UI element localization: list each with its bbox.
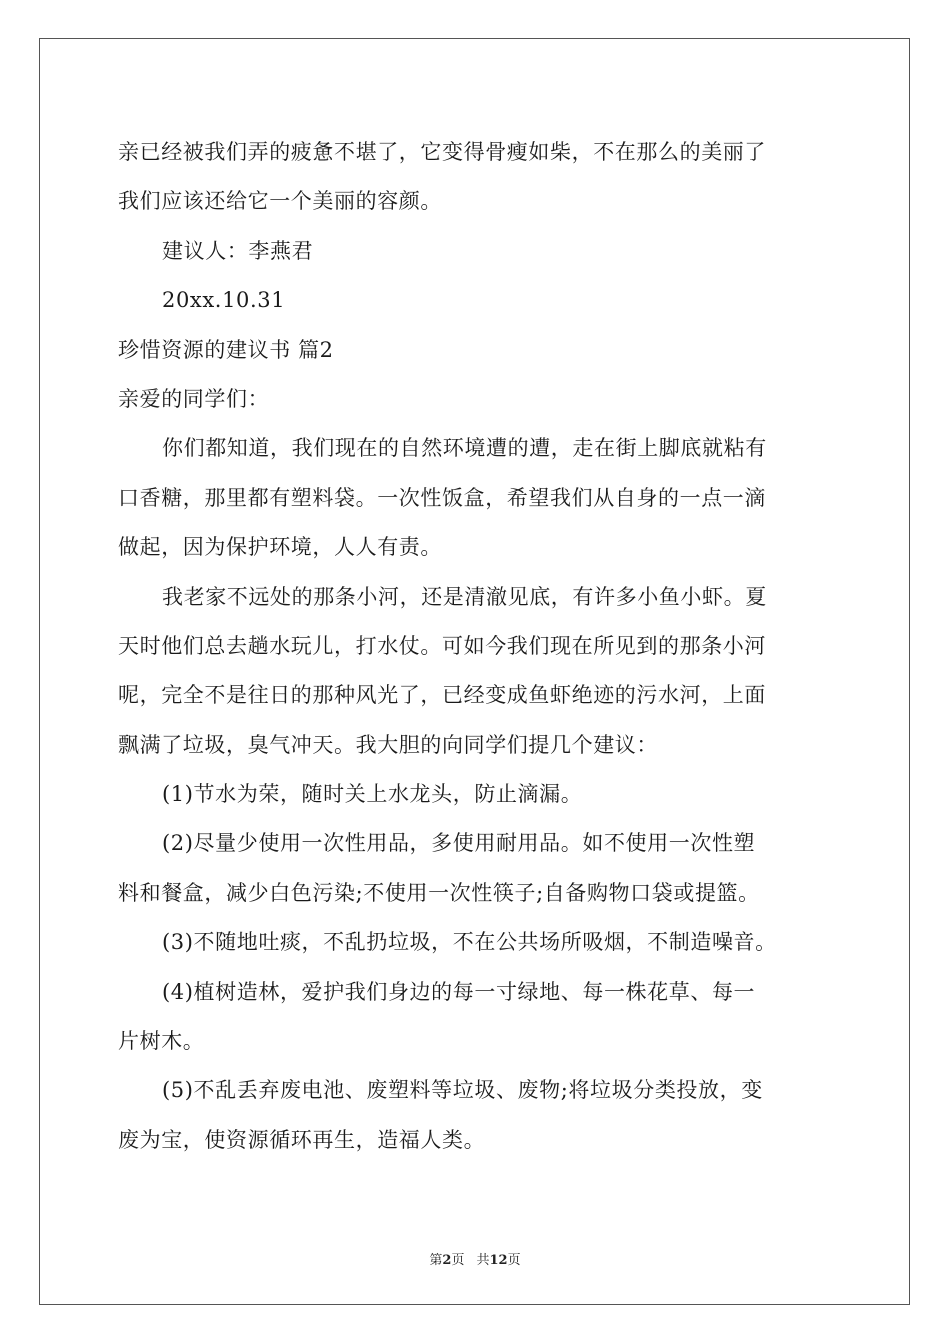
text-line: 废为宝，使资源循环再生，造福人类。 bbox=[118, 1127, 486, 1152]
page-total: 12 bbox=[489, 1253, 508, 1268]
salutation: 亲爱的同学们： bbox=[118, 386, 270, 411]
list-item: (5)不乱丢弃废电池、废塑料等垃圾、废物;将垃圾分类投放，变 bbox=[162, 1078, 763, 1103]
list-item: (2)尽量少使用一次性用品，多使用耐用品。如不使用一次性塑 bbox=[162, 831, 756, 856]
text-line: 飘满了垃圾，臭气冲天。我大胆的向同学们提几个建议： bbox=[118, 732, 658, 757]
section-title: 珍惜资源的建议书 篇2 bbox=[118, 337, 334, 362]
text-line: 呢，完全不是往日的那种风光了，已经变成鱼虾绝迹的污水河，上面 bbox=[118, 683, 766, 708]
list-item: (1)节水为荣，随时关上水龙头，防止滴漏。 bbox=[162, 782, 583, 807]
text-line: 亲已经被我们弄的疲惫不堪了，它变得骨瘦如柴，不在那么的美丽了 bbox=[118, 140, 766, 164]
page-footer bbox=[0, 1249, 950, 1268]
text-line: 我们应该还给它一个美丽的容颜。 bbox=[118, 189, 442, 214]
text-line: 做起，因为保护环境，人人有责。 bbox=[118, 535, 442, 560]
page-current: 2 bbox=[442, 1253, 452, 1268]
document-body bbox=[118, 128, 838, 1165]
text-line: 你们都知道，我们现在的自然环境遭的遭，走在街上脚底就粘有 bbox=[162, 436, 767, 461]
total-suffix: 页 bbox=[507, 1253, 521, 1268]
total-prefix: 共 bbox=[476, 1253, 490, 1268]
text-line: 口香糖，那里都有塑料袋。一次性饭盒，希望我们从自身的一点一滴 bbox=[118, 485, 766, 510]
date-line: 20xx.10.31 bbox=[162, 288, 286, 313]
text-line: 我老家不远处的那条小河，还是清澈见底，有许多小鱼小虾。夏 bbox=[162, 584, 767, 609]
text-line: 片树木。 bbox=[118, 1029, 205, 1054]
text-line: 料和餐盒，减少白色污染;不使用一次性筷子;自备购物口袋或提篮。 bbox=[118, 880, 760, 905]
text-line: 天时他们总去趟水玩儿，打水仗。可如今我们现在所见到的那条小河 bbox=[118, 633, 766, 658]
page-suffix: 页 bbox=[451, 1253, 465, 1268]
list-item: (4)植树造林，爱护我们身边的每一寸绿地、每一株花草、每一 bbox=[162, 979, 756, 1004]
page-prefix: 第 bbox=[429, 1253, 443, 1268]
signature-line: 建议人：李燕君 bbox=[162, 238, 314, 263]
list-item: (3)不随地吐痰，不乱扔垃圾，不在公共场所吸烟，不制造噪音。 bbox=[162, 930, 777, 955]
